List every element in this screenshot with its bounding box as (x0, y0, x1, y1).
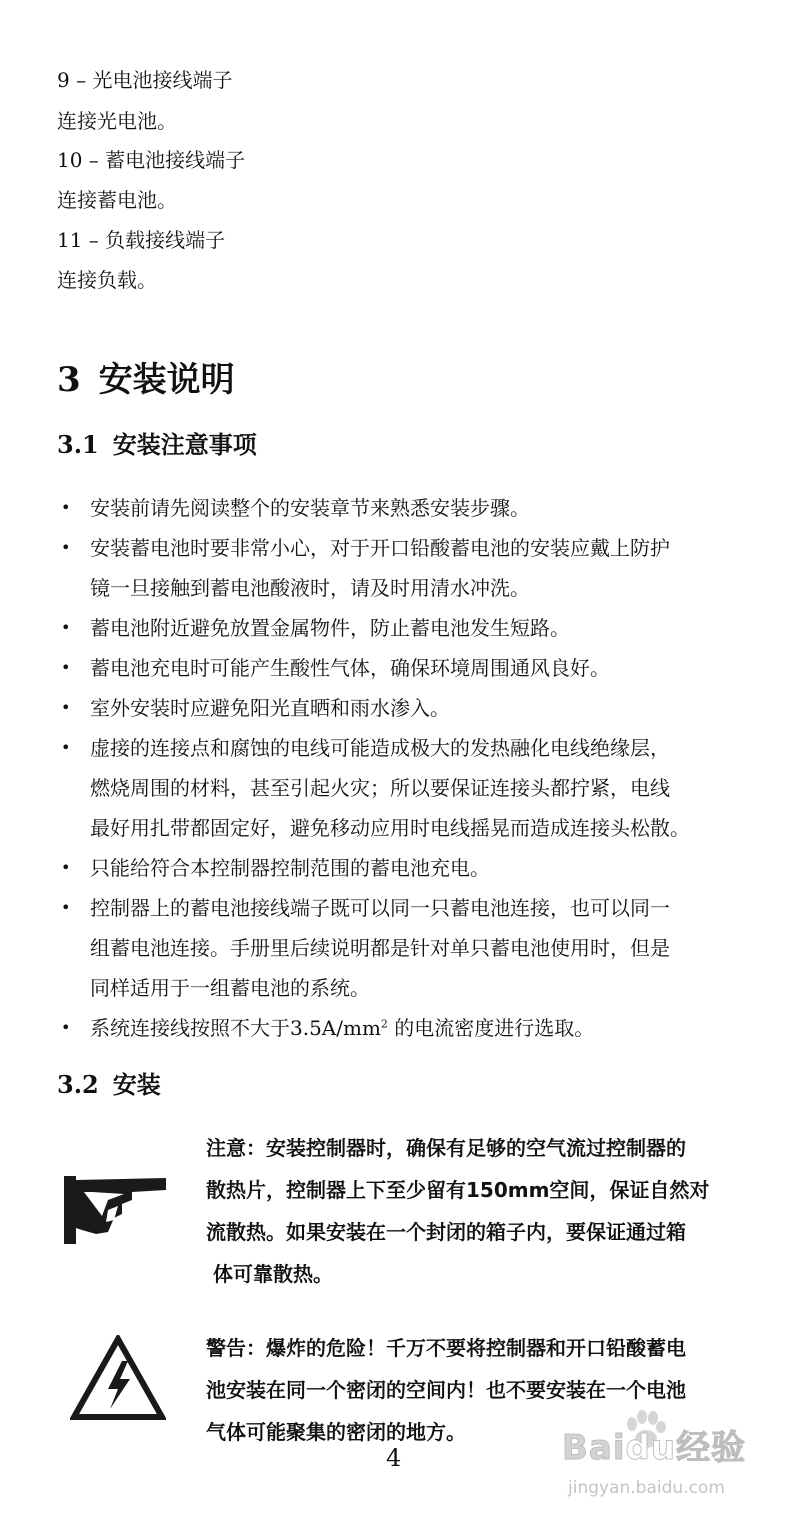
notice-line-2: 散热片，控制器上下至少留有150mm空间，保证自然对 (206, 1178, 710, 1202)
bullet-dot: • (61, 538, 71, 557)
baidu-watermark (560, 1410, 790, 1520)
warning-line-1: 警告：爆炸的危险！千万不要将控制器和开口铅酸蓄电 (206, 1336, 686, 1360)
list-item-text: 控制器上的蓄电池接线端子既可以同一只蓄电池连接，也可以同一 (90, 896, 670, 920)
warning-line-2: 池安装在同一个密闭的空间内！也不要安装在一个电池 (206, 1378, 686, 1402)
intro-line-4: 连接蓄电池。 (57, 188, 177, 212)
notice-line-4: 体可靠散热。 (206, 1262, 333, 1286)
notice-line-3: 流散热。如果安装在一个封闭的箱子内，要保证通过箱 (206, 1220, 686, 1244)
list-item (57, 1008, 747, 1048)
list-item-text: 蓄电池充电时可能产生酸性气体，确保环境周围通风良好。 (90, 656, 610, 680)
bullet-dot: • (61, 658, 71, 677)
list-item-text: 室外安装时应避免阳光直晒和雨水渗入。 (90, 696, 450, 720)
list-item (57, 608, 747, 648)
list-item (57, 488, 747, 528)
pointing-hand-icon (62, 1170, 172, 1246)
bullet-dot: • (61, 618, 71, 637)
list-item-text: 组蓄电池连接。手册里后续说明都是针对单只蓄电池使用时，但是 (90, 936, 670, 960)
intro-line-3: 10 – 蓄电池接线端子 (57, 148, 246, 172)
intro-line-6: 连接负载。 (57, 268, 157, 292)
notice-line-1: 注意：安装控制器时，确保有足够的空气流过控制器的 (206, 1136, 686, 1160)
section-number: 3.1 (57, 430, 99, 459)
list-item-text: 安装蓄电池时要非常小心，对于开口铅酸蓄电池的安装应戴上防护 (90, 536, 670, 560)
section-number: 3.2 (57, 1070, 99, 1099)
bullet-dot: • (61, 858, 71, 877)
list-item (57, 888, 747, 1008)
watermark-url: jingyan.baidu.com (568, 1478, 725, 1498)
list-item-text: 同样适用于一组蓄电池的系统。 (90, 976, 370, 1000)
superscript-2: 2 (380, 1017, 388, 1031)
list-item (57, 528, 747, 608)
section-title: 安装注意事项 (112, 430, 257, 459)
bullet-dot: • (61, 1018, 71, 1037)
list-item (57, 648, 747, 688)
list-item-text: 只能给符合本控制器控制范围的蓄电池充电。 (90, 856, 490, 880)
list-item-text: 蓄电池附近避免放置金属物件，防止蓄电池发生短路。 (90, 616, 570, 640)
intro-line-5: 11 – 负载接线端子 (57, 228, 226, 252)
section-heading-3-2 (57, 1069, 161, 1101)
watermark-logo: Baidu经验 (562, 1428, 747, 1468)
chapter-number: 3 (57, 360, 81, 400)
bullet-dot: • (61, 738, 71, 757)
list-item-text (90, 1008, 747, 1048)
list-item-text: 燃烧周围的材料，甚至引起火灾；所以要保证连接头都拧紧，电线 (90, 776, 670, 800)
list-item-text: 最好用扎带都固定好，避免移动应用时电线摇晃而造成连接头松散。 (90, 816, 690, 840)
list-item-text: 虚接的连接点和腐蚀的电线可能造成极大的发热融化电线绝缘层， (90, 736, 670, 760)
list-item-text: 安装前请先阅读整个的安装章节来熟悉安装步骤。 (90, 496, 530, 520)
notice-text (206, 1127, 756, 1295)
bullet-dot: • (61, 898, 71, 917)
list-item (57, 728, 747, 848)
list-item-text: 镜一旦接触到蓄电池酸液时，请及时用清水冲洗。 (90, 576, 530, 600)
list-item-text-main: 系统连接线按照不大于3.5A/mm (90, 1016, 381, 1040)
list-item (57, 848, 747, 888)
intro-line-2: 连接光电池。 (57, 109, 177, 133)
section-heading-3-1 (57, 429, 257, 461)
bullet-dot: • (61, 498, 71, 517)
list-item (57, 688, 747, 728)
list-item-text-rest: 的电流密度进行选取。 (387, 1016, 595, 1040)
page-number: 4 (386, 1444, 402, 1472)
warning-line-3: 气体可能聚集的密闭的地方。 (206, 1420, 466, 1444)
chapter-title: 安装说明 (98, 360, 235, 400)
chapter-heading (57, 357, 235, 403)
high-voltage-warning-icon (70, 1335, 166, 1421)
bullet-dot: • (61, 698, 71, 717)
intro-line-1: 9 – 光电池接线端子 (57, 68, 233, 92)
section-title: 安装 (112, 1070, 161, 1099)
